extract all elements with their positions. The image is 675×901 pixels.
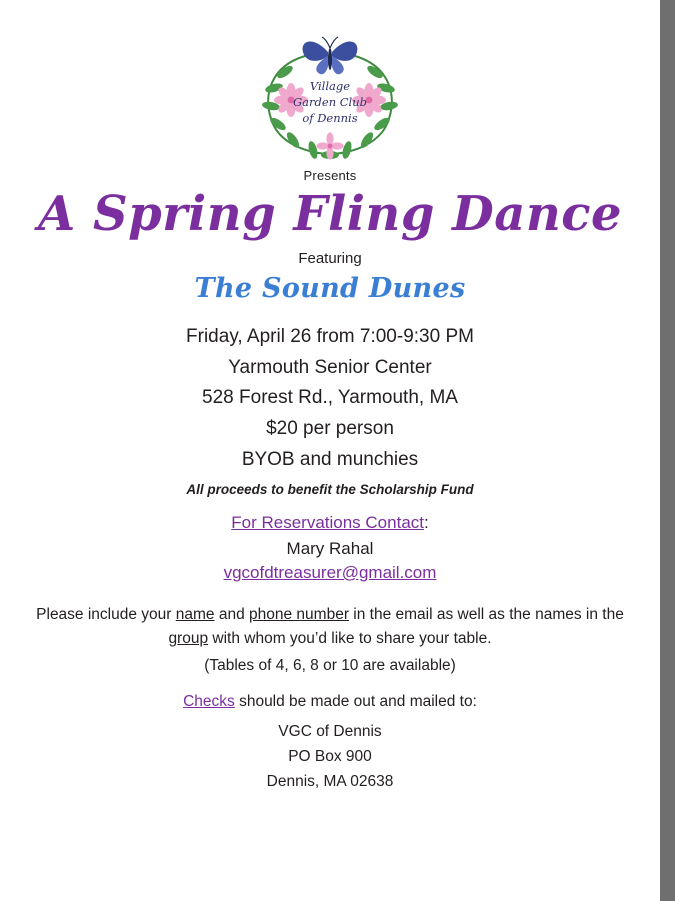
- instructions-name-underline: name: [175, 605, 215, 623]
- instructions-text-d: with whom you’d like to share your table.: [208, 629, 492, 647]
- checks-link[interactable]: Checks: [183, 692, 235, 710]
- instructions-phone-underline: phone number: [249, 605, 349, 623]
- checks-rest: should be made out and mailed to:: [234, 692, 477, 710]
- contact-name: Mary Rahal: [286, 538, 374, 558]
- proceeds-note: All proceeds to benefit the Scholarship Fund: [186, 481, 474, 497]
- detail-line-date: Friday, April 26 from 7:00-9:30 PM: [186, 325, 474, 347]
- flyer-title: A Spring Fling Dance: [38, 186, 622, 242]
- detail-line-venue: Yarmouth Senior Center: [228, 356, 432, 378]
- presents-label: Presents: [303, 168, 357, 183]
- instructions-paragraph: [30, 603, 630, 651]
- instructions-text-c: in the email as well as the names in the: [348, 605, 624, 623]
- mailing-address-line-3: Dennis, MA 02638: [266, 772, 394, 790]
- logo-line-2: Garden Club: [292, 95, 368, 109]
- contact-email-link[interactable]: vgcofdtreasurer@gmail.com: [223, 562, 437, 582]
- page-gutter: [660, 0, 675, 901]
- detail-line-address: 528 Forest Rd., Yarmouth, MA: [202, 387, 458, 409]
- mailing-address-line-2: PO Box 900: [288, 747, 372, 765]
- tables-note: (Tables of 4, 6, 8 or 10 are available): [204, 656, 456, 674]
- instructions-text-b: and: [214, 605, 250, 623]
- featuring-label: Featuring: [298, 249, 362, 267]
- checks-line: [0, 693, 660, 711]
- reservations-heading: [0, 513, 660, 533]
- detail-line-price: $20 per person: [266, 418, 394, 440]
- instructions-text-a: Please include your: [36, 605, 176, 623]
- band-name: The Sound Dunes: [194, 272, 466, 304]
- instructions-group-underline: group: [168, 629, 209, 647]
- butterfly-flower-wreath-logo-icon: [245, 28, 415, 160]
- logo-line-3: of Dennis: [302, 111, 358, 125]
- detail-line-byob: BYOB and munchies: [241, 448, 419, 470]
- logo-line-1: Village: [309, 79, 351, 93]
- mailing-address-line-1: VGC of Dennis: [278, 722, 382, 740]
- club-logo: [245, 28, 415, 160]
- reservations-heading-suffix: :: [424, 512, 429, 532]
- reservations-link[interactable]: For Reservations Contact: [231, 512, 424, 532]
